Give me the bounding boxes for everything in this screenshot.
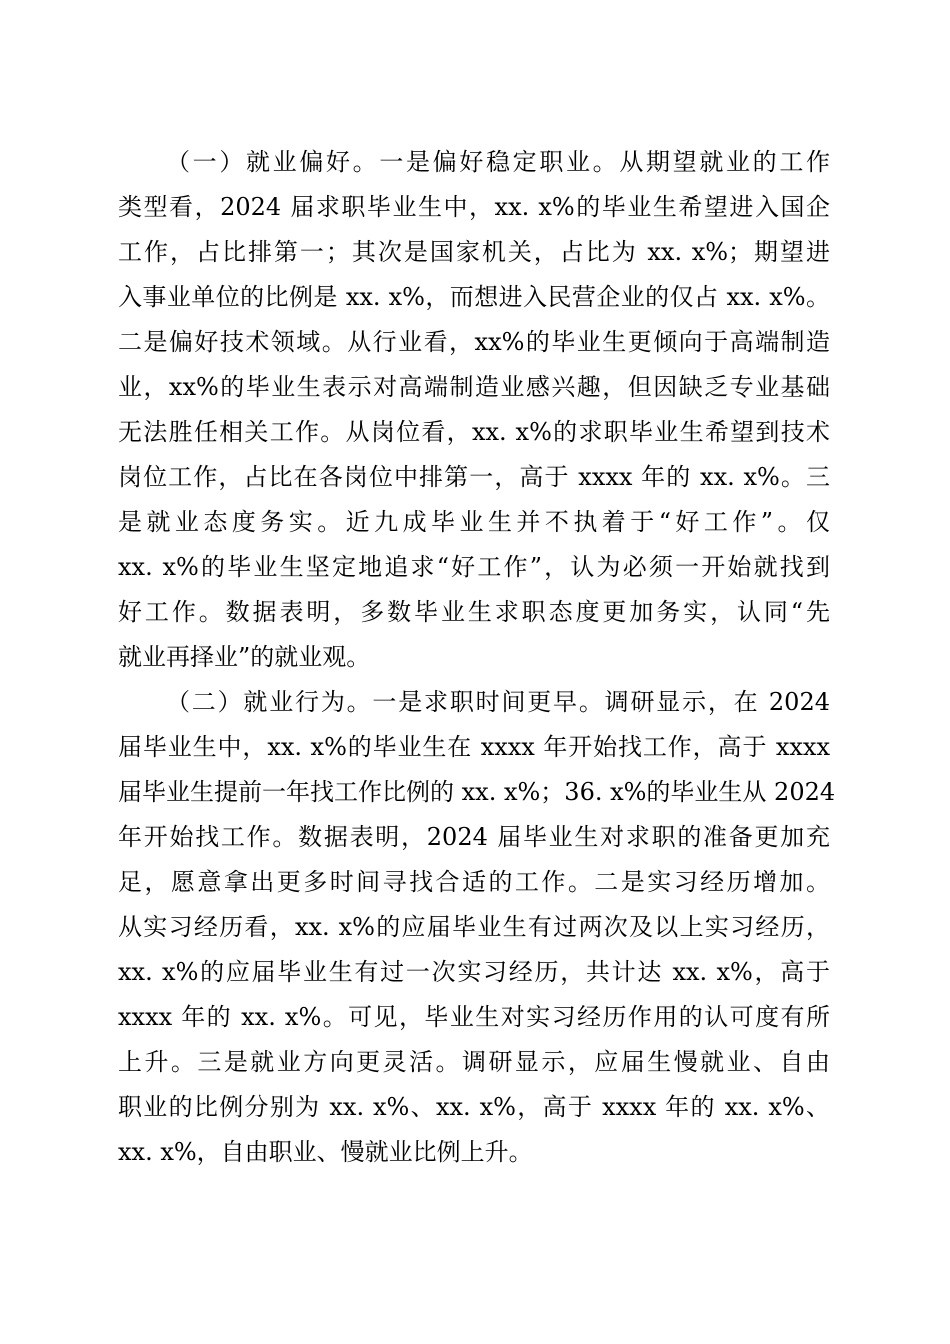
text-line: xx. x%的应届毕业生有过一次实习经历，共计达 xx. x%，高于 [118, 958, 830, 986]
text-line: 工作，占比排第一；其次是国家机关，占比为 xx. x%；期望进 [118, 238, 830, 266]
text-line: 从实习经历看，xx. x%的应届毕业生有过两次及以上实习经历， [118, 913, 830, 941]
text-line: 职业的比例分别为 xx. x%、xx. x%，高于 xxxx 年的 xx. x%、 [118, 1093, 830, 1121]
text-line: xxxx 年的 xx. x%。可见，毕业生对实习经历作用的认可度有所 [118, 1003, 830, 1031]
text-line: 年开始找工作。数据表明，2024 届毕业生对求职的准备更加充 [118, 823, 830, 851]
text-line: 入事业单位的比例是 xx. x%，而想进入民营企业的仅占 xx. x%。 [118, 283, 830, 311]
text-line: 上升。三是就业方向更灵活。调研显示，应届生慢就业、自由 [118, 1048, 830, 1076]
text-line: 好工作。数据表明，多数毕业生求职态度更加务实，认同“先 [118, 598, 830, 626]
text-line: 就业再择业”的就业观。 [118, 643, 371, 671]
text-line: （二）就业行为。一是求职时间更早。调研显示，在 2024 [166, 688, 830, 716]
paragraph-employment-behavior [118, 680, 836, 1175]
text-line: 类型看，2024 届求职毕业生中，xx. x%的毕业生希望进入国企 [118, 193, 830, 221]
text-line: 届毕业生中，xx. x%的毕业生在 xxxx 年开始找工作，高于 xxxx [118, 733, 830, 761]
text-line: 业，xx%的毕业生表示对高端制造业感兴趣，但因缺乏专业基础 [118, 373, 830, 401]
text-line: xx. x%，自由职业、慢就业比例上升。 [118, 1138, 533, 1166]
paragraph-employment-preference [118, 140, 830, 680]
text-line: 二是偏好技术领域。从行业看，xx%的毕业生更倾向于高端制造 [118, 328, 830, 356]
text-line: 岗位工作，占比在各岗位中排第一，高于 xxxx 年的 xx. x%。三 [118, 463, 830, 491]
document-page [118, 140, 836, 1175]
text-line: 无法胜任相关工作。从岗位看，xx. x%的求职毕业生希望到技术 [118, 418, 830, 446]
text-line: 届毕业生提前一年找工作比例的 xx. x%；36. x%的毕业生从 2024 [118, 778, 836, 806]
text-line: 是就业态度务实。近九成毕业生并不执着于“好工作”。仅 [118, 508, 830, 536]
text-line: （一）就业偏好。一是偏好稳定职业。从期望就业的工作 [166, 148, 830, 176]
text-line: 足，愿意拿出更多时间寻找合适的工作。二是实习经历增加。 [118, 868, 830, 896]
text-line: xx. x%的毕业生坚定地追求“好工作”，认为必须一开始就找到 [118, 553, 830, 581]
